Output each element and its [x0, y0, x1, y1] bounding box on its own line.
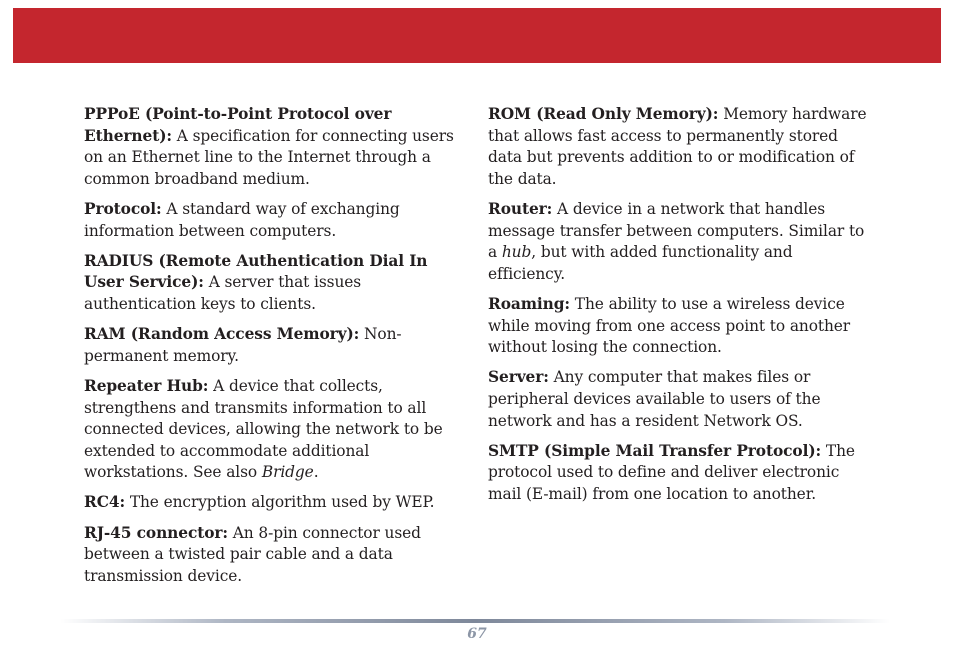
glossary-entry-server — [488, 367, 870, 432]
glossary-term: Router: — [488, 199, 553, 218]
glossary-definition: Any computer that makes files or peripheral devices available to users of the network and has a resident Network OS. — [488, 368, 821, 430]
glossary-term: RAM (Random Access Memory): — [84, 325, 360, 344]
glossary-definition: An 8-pin connector used between a twisted pair cable and a data transmission device. — [84, 523, 421, 585]
glossary-term: RC4: — [84, 493, 126, 512]
glossary-term: SMTP (Simple Mail Transfer Protocol): — [488, 441, 822, 460]
glossary-entry-rom — [488, 104, 870, 190]
glossary-definition: The ability to use a wireless device while moving from one access point to another without losing the connection. — [488, 294, 851, 357]
glossary-definition: A standard way of exchanging information between computers. — [84, 199, 400, 240]
page-number: 67 — [467, 626, 487, 642]
glossary-entry-repeater-hub — [84, 376, 464, 484]
glossary-definition: A server that issues authentication keys to clients. — [84, 273, 362, 313]
glossary-definition: The encryption algorithm used by WEP. — [129, 493, 435, 512]
glossary-definition-end: , but with added functionality and efficiency. — [488, 243, 793, 283]
glossary-definition: Non-permanent memory. — [84, 325, 402, 365]
glossary-entry-rc4 — [84, 492, 464, 514]
glossary-term: Roaming: — [488, 294, 570, 313]
glossary-definition: A device that collects, strengthens and transmits information to all connected devices, allowing the network to be extended to accommodate additional workstations. See also — [84, 376, 443, 482]
glossary-entry-router — [488, 199, 870, 285]
glossary-term: PPPoE (Point-to-Point Protocol over Ethernet): — [84, 105, 392, 145]
glossary-entry-roaming — [488, 294, 870, 359]
glossary-definition: The protocol used to define and deliver electronic mail (E-mail) from one location to another. — [488, 441, 855, 503]
header-bar — [13, 8, 941, 63]
glossary-term: Server: — [488, 368, 549, 387]
glossary-entry-ram — [84, 324, 464, 367]
glossary-definition: Memory hardware that allows fast access to permanently stored data but prevents addition to or modification of the data. — [488, 105, 867, 188]
glossary-entry-smtp — [488, 441, 870, 506]
glossary-term: RJ-45 connector: — [84, 523, 228, 542]
glossary-term: RADIUS (Remote Authentication Dial In User Service): — [84, 251, 428, 292]
glossary-cross-reference: hub — [501, 243, 532, 262]
glossary-term: Protocol: — [84, 199, 162, 218]
glossary-entry-protocol — [84, 199, 464, 242]
glossary-column-right — [488, 104, 870, 514]
glossary-cross-reference: Bridge — [261, 463, 314, 482]
glossary-definition: A specification for connecting users on an Ethernet line to the Internet through a common broadband medium. — [84, 126, 454, 188]
glossary-entry-rj45 — [84, 523, 464, 588]
glossary-definition-end: . — [313, 463, 319, 482]
glossary-entry-pppoe — [84, 104, 464, 190]
glossary-definition: A device in a network that handles message transfer between computers. Similar to a — [488, 199, 865, 262]
footer-divider — [60, 619, 890, 623]
glossary-term: ROM (Read Only Memory): — [488, 105, 719, 123]
glossary-entry-radius — [84, 251, 464, 316]
glossary-column-left — [84, 104, 464, 596]
glossary-term: Repeater Hub: — [84, 376, 209, 395]
